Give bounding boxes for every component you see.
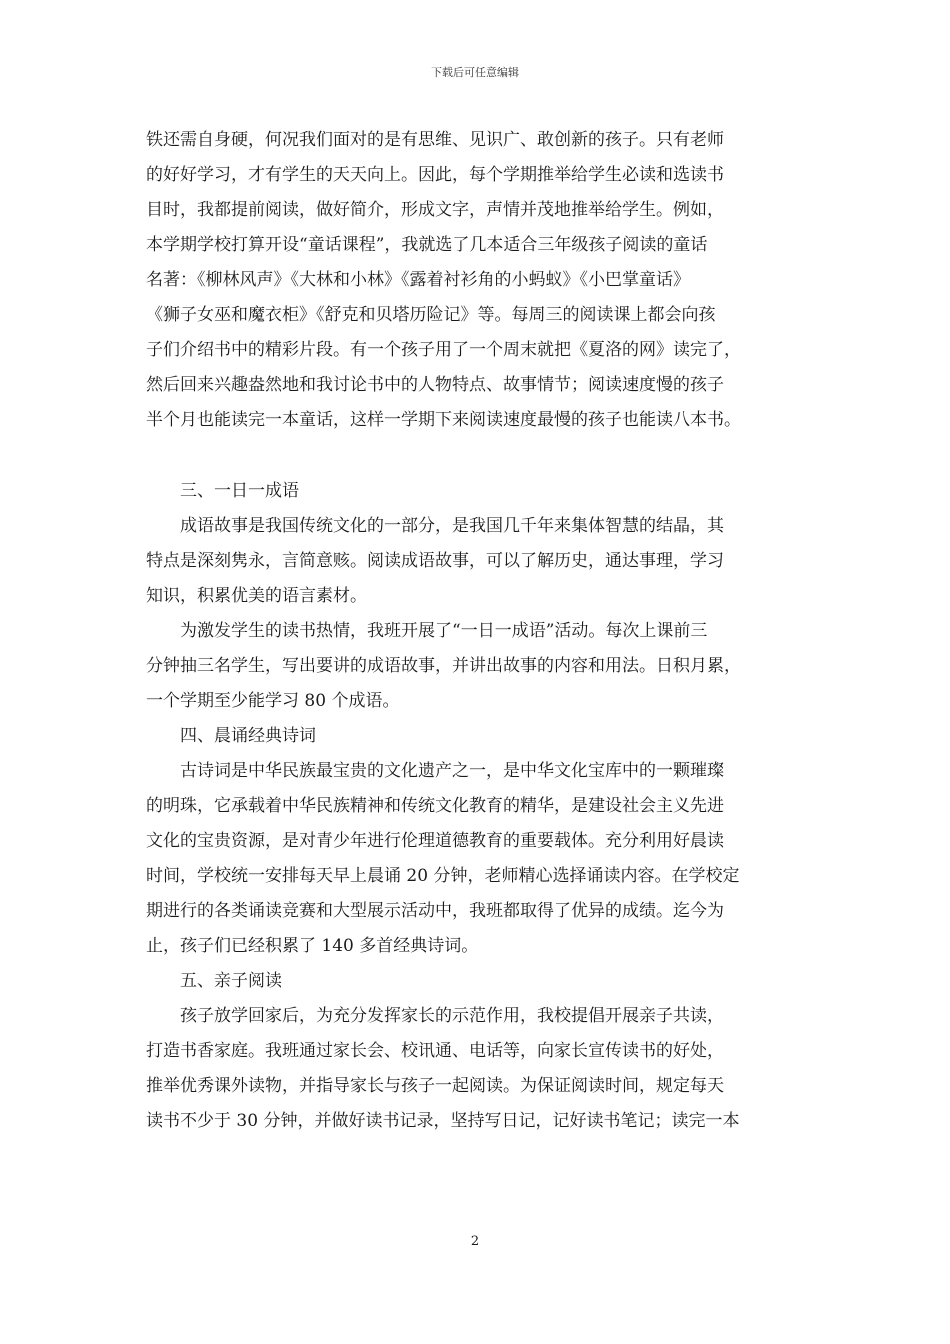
paragraph-line: 半个月也能读完一本童话，这样一学期下来阅读速度最慢的孩子也能读八本书。 — [146, 410, 741, 430]
paragraph-line: 《狮子女巫和魔衣柜》《舒克和贝塔历险记》等。每周三的阅读课上都会向孩 — [146, 305, 716, 325]
paragraph-line: 知识，积累优美的语言素材。 — [146, 586, 367, 606]
paragraph-line: 目时，我都提前阅读，做好简介，形成文字，声情并茂地推举给学生。例如， — [146, 200, 724, 220]
page-number: 2 — [470, 1234, 480, 1249]
paragraph-line: 孩子放学回家后，为充分发挥家长的示范作用，我校提倡开展亲子共读， — [180, 1006, 724, 1026]
paragraph-line: 期进行的各类诵读竞赛和大型展示活动中，我班都取得了优异的成绩。迄今为 — [146, 901, 724, 921]
paragraph-line: 止，孩子们已经积累了 140 多首经典诗词。 — [146, 936, 479, 956]
paragraph-line: 一个学期至少能学习 80 个成语。 — [146, 691, 400, 711]
paragraph-line: 为激发学生的读书热情，我班开展了“一日一成语”活动。每次上课前三 — [180, 621, 708, 641]
paragraph-line: 本学期学校打算开设“童话课程”，我就选了几本适合三年级孩子阅读的童话 — [146, 235, 708, 255]
paragraph-line: 成语故事是我国传统文化的一部分，是我国几千年来集体智慧的结晶，其 — [180, 516, 724, 536]
paragraph-line: 的好好学习，才有学生的天天向上。因此，每个学期推举给学生必读和选读书 — [146, 165, 724, 185]
paragraph-line: 时间，学校统一安排每天早上晨诵 20 分钟，老师精心选择诵读内容。在学校定 — [146, 866, 740, 886]
paragraph-line: 分钟抽三名学生，写出要讲的成语故事，并讲出故事的内容和用法。日积月累， — [146, 656, 741, 676]
section-heading: 三、一日一成语 — [180, 481, 299, 501]
paragraph-line: 的明珠，它承载着中华民族精神和传统文化教育的精华，是建设社会主义先进 — [146, 796, 724, 816]
paragraph-line: 推举优秀课外读物，并指导家长与孩子一起阅读。为保证阅读时间，规定每天 — [146, 1076, 724, 1096]
paragraph-line: 铁还需自身硬，何况我们面对的是有思维、见识广、敢创新的孩子。只有老师 — [146, 130, 724, 150]
paragraph-line: 特点是深刻隽永，言简意赅。阅读成语故事，可以了解历史，通达事理，学习 — [146, 551, 724, 571]
section-heading: 五、亲子阅读 — [180, 971, 282, 991]
paragraph-line: 子们介绍书中的精彩片段。有一个孩子用了一个周末就把《夏洛的网》读完了， — [146, 340, 741, 360]
page-header: 下载后可任意编辑 — [431, 66, 519, 79]
paragraph-line: 古诗词是中华民族最宝贵的文化遗产之一，是中华文化宝库中的一颗璀璨 — [180, 761, 724, 781]
paragraph-line: 读书不少于 30 分钟，并做好读书记录，坚持写日记，记好读书笔记；读完一本 — [146, 1111, 740, 1131]
paragraph-line: 名著：《柳林风声》《大林和小林》《露着衬衫角的小蚂蚁》《小巴掌童话》 — [146, 270, 690, 290]
paragraph-line: 打造书香家庭。我班通过家长会、校讯通、电话等，向家长宣传读书的好处， — [146, 1041, 724, 1061]
paragraph-line: 文化的宝贵资源，是对青少年进行伦理道德教育的重要载体。充分利用好晨读 — [146, 831, 724, 851]
section-heading: 四、晨诵经典诗词 — [180, 726, 316, 746]
paragraph-line: 然后回来兴趣盎然地和我讨论书中的人物特点、故事情节；阅读速度慢的孩子 — [146, 375, 724, 395]
